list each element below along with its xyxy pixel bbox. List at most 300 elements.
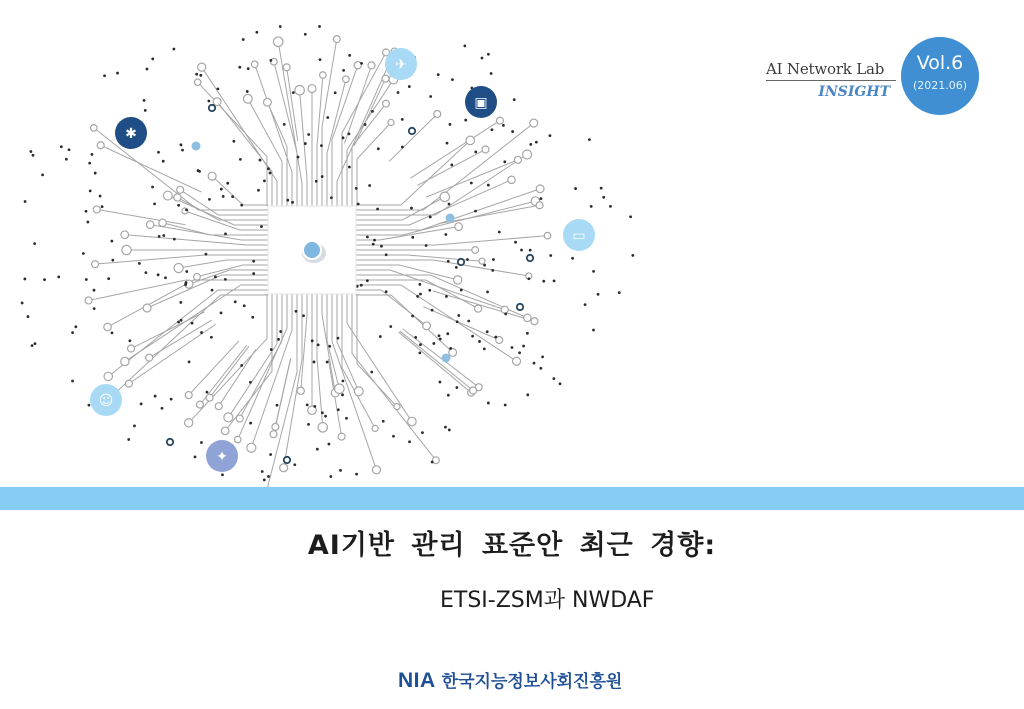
circuit-dot (446, 142, 449, 145)
circuit-node (536, 202, 543, 209)
circuit-dot (222, 195, 225, 198)
circuit-dot (328, 443, 331, 446)
circuit-dot (195, 73, 198, 76)
circuit-dot (491, 128, 494, 131)
circuit-node (270, 431, 277, 438)
circuit-dark-node (284, 457, 290, 463)
circuit-dot (494, 336, 497, 339)
circuit-dot (261, 470, 264, 473)
circuit-dot (200, 331, 203, 334)
circuit-dot (460, 289, 463, 292)
circuit-dot (360, 62, 363, 65)
circuit-node (501, 306, 508, 313)
monitor-icon-glyph: ▭ (572, 228, 586, 244)
circuit-dot (449, 347, 452, 350)
circuit-node (121, 231, 129, 239)
circuit-node (423, 322, 431, 330)
circuit-dot (364, 123, 367, 126)
circuit-dot (342, 69, 345, 72)
series-name: INSIGHT (818, 84, 890, 100)
circuit-dot (483, 348, 486, 351)
circuit-dot (307, 133, 310, 136)
circuit-dot (144, 271, 147, 274)
circuit-dot (162, 160, 165, 163)
circuit-dot (242, 38, 245, 41)
circuit-node (530, 119, 538, 127)
circuit-dot (31, 344, 34, 347)
circuit-dot (553, 279, 556, 282)
circuit-dot (29, 150, 32, 153)
circuit-node (251, 61, 258, 68)
circuit-dot (373, 239, 376, 242)
circuit-dot (448, 203, 451, 206)
circuit-dot (133, 424, 136, 427)
circuit-dot (355, 187, 358, 190)
circuit-dot (164, 276, 167, 279)
circuit-dot (304, 33, 307, 36)
circuit-dot (330, 196, 333, 199)
circuit-dot (470, 182, 473, 185)
circuit-dot (99, 195, 102, 198)
circuit-node (508, 176, 515, 183)
circuit-dot (389, 325, 392, 328)
circuit-dot (249, 381, 252, 384)
circuit-dot (252, 260, 255, 263)
circuit-node (308, 85, 316, 93)
circuit-dot (490, 72, 493, 75)
circuit-dot (71, 331, 74, 334)
circuit-dot (270, 348, 273, 351)
circuit-dot (88, 162, 91, 165)
circuit-dot (110, 240, 113, 243)
circuit-node (514, 156, 521, 163)
circuit-node (454, 276, 462, 284)
circuit-dark-node (167, 439, 173, 445)
circuit-node (128, 345, 135, 352)
circuit-dot (231, 195, 234, 198)
circuit-dot (487, 402, 490, 405)
circuit-dot (23, 278, 26, 281)
circuit-dot (317, 343, 320, 346)
circuit-dot (529, 143, 532, 146)
circuit-dot (503, 160, 506, 163)
circuit-dot (32, 154, 35, 157)
circuit-dot (449, 123, 452, 126)
circuit-dot (355, 473, 358, 476)
circuit-node (247, 443, 256, 452)
circuit-dot (306, 403, 309, 406)
circuit-dot (93, 289, 96, 292)
circuit-dot (316, 448, 319, 451)
circuit-dot (429, 95, 432, 98)
circuit-dot (486, 291, 489, 294)
circuit-node (388, 119, 394, 125)
circuit-dot (483, 264, 486, 267)
circuit-dark-node (209, 105, 215, 111)
circuit-node (206, 394, 213, 401)
circuit-dot (447, 394, 450, 397)
circuit-node (372, 425, 378, 431)
circuit-node (236, 415, 243, 422)
circuit-dot (188, 360, 191, 363)
circuit-node (185, 392, 192, 399)
circuit-dot (158, 235, 161, 238)
circuit-dot (511, 130, 514, 133)
circuit-dot (609, 205, 612, 208)
circuit-dot (226, 182, 229, 185)
circuit-dot (348, 54, 351, 57)
circuit-dot (502, 124, 505, 127)
circuit-dot (269, 59, 272, 62)
circuit-dot (173, 238, 176, 241)
circuit-dot (74, 325, 77, 328)
circuit-dot (428, 289, 431, 292)
circuit-dot (421, 431, 424, 434)
circuit-dot (116, 72, 119, 75)
circuit-dot (321, 411, 324, 414)
circuit-node (104, 323, 112, 331)
circuit-dot (382, 420, 385, 423)
circuit-dot (200, 441, 203, 444)
circuit-node (208, 172, 216, 180)
circuit-dot (380, 245, 383, 248)
circuit-dot (221, 473, 224, 476)
circuit-node (283, 64, 290, 71)
circuit-dot (401, 146, 404, 149)
circuit-dot (304, 142, 307, 145)
circuit-dot (238, 66, 241, 69)
circuit-dot (34, 342, 37, 345)
circuit-node (213, 98, 221, 106)
circuit-dot (263, 180, 266, 183)
circuit-dot (571, 257, 574, 260)
circuit-dot (161, 407, 164, 410)
circuit-node (524, 314, 531, 321)
circuit-node (470, 387, 477, 394)
circuit-dot (267, 475, 270, 478)
circuit-dot (82, 252, 85, 255)
circuit-dot (498, 231, 501, 234)
circuit-dot (392, 435, 395, 438)
circuit-dot (411, 236, 414, 239)
circuit-dot (86, 221, 89, 224)
circuit-node (91, 125, 98, 132)
circuit-dot (210, 336, 213, 339)
circuit-dot (57, 276, 60, 279)
circuit-dot (257, 189, 260, 192)
circuit-dot (455, 386, 458, 389)
circuit-dot (172, 48, 175, 51)
circuit-dot (154, 395, 157, 398)
circuit-node (221, 427, 229, 435)
circuit-dot (170, 398, 173, 401)
circuit-dot (376, 208, 379, 211)
circuit-dot (263, 478, 266, 481)
circuit-dot (339, 469, 342, 472)
issue-date: (2021.06) (912, 79, 968, 92)
circuit-dot (529, 249, 532, 252)
circuit-node (146, 354, 153, 361)
circuit-dot (292, 91, 295, 94)
circuit-dot (451, 78, 454, 81)
circuit-dot (455, 266, 458, 269)
circuit-dot (328, 345, 331, 348)
circuit-dot (445, 295, 448, 298)
circuit-node (523, 150, 532, 159)
circuit-node (159, 219, 166, 226)
circuit-node (121, 357, 129, 365)
circuit-dot (111, 332, 114, 335)
circuit-dot (276, 404, 279, 407)
circuit-node (174, 194, 181, 201)
circuit-dot (439, 338, 442, 341)
circuit-node (479, 258, 485, 264)
circuit-dot (177, 321, 180, 324)
circuit-node (243, 94, 252, 103)
circuit-dot (419, 343, 422, 346)
circuit-dot (487, 184, 490, 187)
circuit-dot (251, 316, 254, 319)
circuit-dot (307, 423, 310, 426)
circuit-dot (446, 332, 449, 335)
circuit-dot (277, 338, 280, 341)
circuit-node (475, 305, 482, 312)
circuit-node (440, 192, 450, 202)
circuit-dot (224, 278, 227, 281)
circuit-dot (526, 393, 529, 396)
circuit-node (174, 263, 183, 272)
circuit-node (194, 79, 200, 85)
circuit-dot (259, 159, 262, 162)
circuit-dot (216, 88, 219, 91)
lab-name: AI Network Lab (766, 60, 885, 78)
circuit-dot (191, 322, 194, 325)
circuit-node (455, 223, 463, 231)
circuit-dot (329, 475, 332, 478)
circuit-dot (313, 405, 316, 408)
circuit-dot (429, 216, 432, 219)
circuit-node (215, 403, 222, 410)
circuit-dot (337, 408, 340, 411)
circuit-dot (385, 290, 388, 293)
circuit-dot (559, 382, 562, 385)
circuit-dot (431, 309, 434, 312)
circuit-node (432, 457, 439, 464)
circuit-dot (279, 330, 282, 333)
circuit-node (466, 136, 475, 145)
circuit-dot (526, 332, 529, 335)
volume-badge (901, 37, 979, 115)
circuit-dot (439, 381, 442, 384)
circuit-dark-node (458, 259, 464, 265)
circuit-dot (197, 169, 200, 172)
glow-node (192, 142, 201, 151)
lightbulb-icon-glyph: ✦ (216, 449, 228, 465)
circuit-dot (518, 351, 521, 354)
brand-block (766, 60, 896, 100)
circuit-node (318, 423, 327, 432)
circuit-node (531, 318, 538, 325)
circuit-node (338, 433, 345, 440)
circuit-node (354, 387, 363, 396)
accent-band (0, 487, 1024, 510)
circuit-dot (101, 205, 104, 208)
circuit-dot (85, 210, 88, 213)
circuit-node (408, 417, 417, 426)
circuit-dot (379, 335, 382, 338)
circuit-node (544, 232, 551, 239)
circuit-dot (631, 254, 634, 257)
circuit-dot (211, 289, 214, 292)
circuit-dot (418, 351, 421, 354)
brand-divider (766, 80, 896, 81)
circuit-dot (157, 273, 160, 276)
circuit-dot (419, 293, 422, 296)
circuit-dot (444, 426, 447, 429)
circuit-dot (224, 232, 227, 235)
circuit-dot (478, 340, 481, 343)
circuit-dot (91, 153, 94, 156)
circuit-dot (85, 278, 88, 281)
glow-node (446, 214, 455, 223)
circuit-dot (411, 315, 414, 318)
circuit-dot (444, 233, 447, 236)
circuit-dot (540, 197, 543, 200)
circuit-dot (629, 215, 632, 218)
circuit-dot (234, 300, 237, 303)
circuit-dot (181, 149, 184, 152)
circuit-dot (437, 73, 440, 76)
circuit-node (354, 62, 361, 69)
circuit-dot (456, 320, 459, 323)
circuit-dot (103, 74, 106, 77)
circuit-node (185, 419, 193, 427)
circuit-dot (348, 132, 351, 135)
circuit-node (472, 247, 479, 254)
circuit-dark-node (517, 304, 523, 310)
circuit-dark-node (527, 255, 533, 261)
car-icon-glyph: ▣ (474, 95, 488, 111)
circuit-dot (471, 335, 474, 338)
circuit-dot (71, 380, 74, 383)
circuit-dot (153, 203, 156, 206)
circuit-dot (144, 109, 147, 112)
circuit-node (382, 75, 389, 82)
circuit-node (224, 413, 233, 422)
circuit-dot (522, 345, 525, 348)
circuit-dot (297, 156, 300, 159)
circuit-dot (151, 58, 154, 61)
circuit-dot (357, 203, 360, 206)
circuit-dot (466, 258, 469, 261)
circuit-dot (269, 453, 272, 456)
circuit-node (320, 72, 327, 79)
drone-icon-glyph: ✈ (395, 57, 407, 73)
circuit-node (449, 348, 457, 356)
circuit-node (368, 62, 375, 69)
circuit-dot (194, 455, 197, 458)
circuit-dot (111, 259, 114, 262)
circuit-dot (184, 283, 187, 286)
circuit-node (394, 404, 400, 410)
circuit-node (280, 464, 288, 472)
circuit-dot (337, 337, 340, 340)
circuit-dot (207, 100, 210, 103)
org-abbr: NIA (398, 669, 436, 692)
circuit-dot (180, 143, 183, 146)
circuit-dot (464, 119, 467, 122)
circuit-dot (590, 205, 593, 208)
circuit-dot (467, 320, 470, 323)
circuit-dot (107, 277, 110, 280)
circuit-dot (319, 58, 322, 61)
circuit-dot (602, 196, 605, 199)
circuit-dot (255, 31, 258, 34)
circuit-dot (377, 147, 380, 150)
circuit-dot (286, 199, 289, 202)
circuit-dot (146, 68, 149, 71)
circuit-dot (539, 367, 542, 370)
circuit-dot (408, 85, 411, 88)
circuit-dot (341, 393, 344, 396)
circuit-dot (366, 279, 369, 282)
circuit-node (512, 357, 520, 365)
circuit-dot (574, 187, 577, 190)
circuit-dot (179, 301, 182, 304)
circuit-dot (239, 158, 242, 161)
circuit-dot (128, 339, 131, 342)
circuit-dot (260, 225, 263, 228)
circuit-dot (246, 90, 249, 93)
circuit-dot (371, 110, 374, 113)
circuit-node (496, 117, 503, 124)
circuit-dot (220, 311, 223, 314)
circuit-node (196, 401, 203, 408)
circuit-dot (318, 25, 321, 28)
circuit-dot (206, 391, 209, 394)
circuit-node (434, 111, 441, 118)
circuit-dot (401, 118, 404, 121)
circuit-dot (416, 295, 419, 298)
circuit-dot (474, 210, 477, 213)
circuit-dot (474, 151, 477, 154)
volume-number: Vol.6 (916, 52, 964, 74)
circuit-dot (177, 204, 180, 207)
circuit-dot (463, 44, 466, 47)
circuit-dot (324, 415, 327, 418)
circuit-dot (311, 339, 314, 342)
circuit-dot (370, 371, 373, 374)
circuit-dot (447, 260, 450, 263)
circuit-dot (162, 234, 165, 237)
circuit-dot (87, 404, 90, 407)
circuit-dot (600, 187, 603, 190)
circuit-dot (279, 25, 282, 28)
circuit-node (93, 206, 100, 213)
circuit-dot (157, 151, 160, 154)
circuit-dot (315, 180, 318, 183)
robot-bug-icon-glyph: ✱ (125, 126, 137, 142)
circuit-dot (450, 164, 453, 167)
circuit-dot (533, 362, 536, 365)
circuit-dot (372, 243, 375, 246)
cover-title: AI기반 관리 표준안 최근 경향: (307, 530, 717, 561)
circuit-dot (431, 461, 434, 464)
circuit-dot (514, 241, 517, 244)
circuit-node (273, 37, 282, 46)
circuit-dot (366, 236, 369, 239)
circuit-dot (240, 364, 243, 367)
